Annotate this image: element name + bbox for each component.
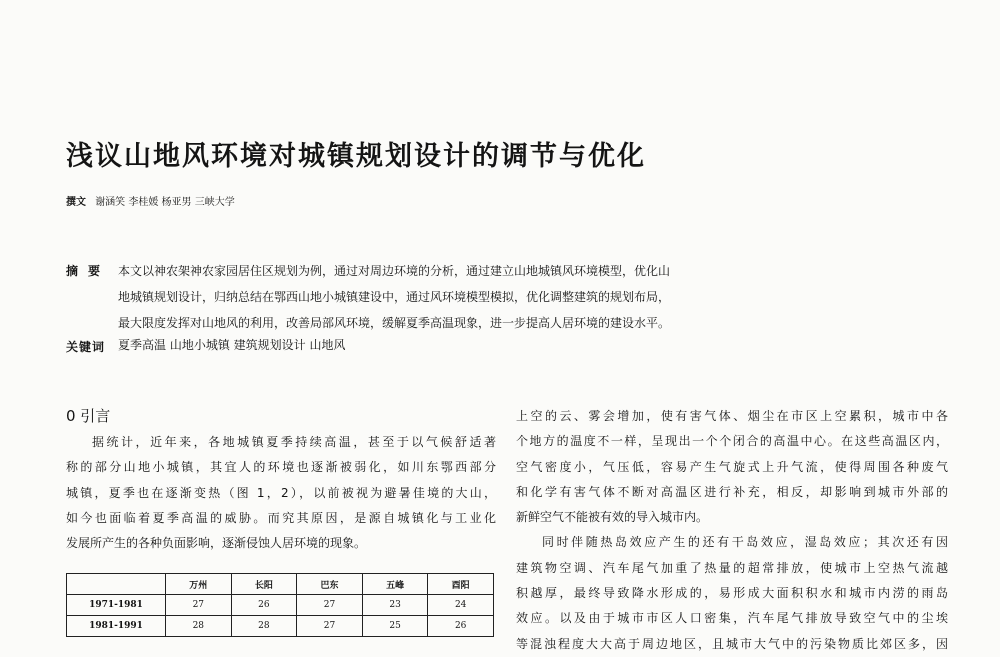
abstract-text xyxy=(118,258,758,336)
body-line: 发展所产生的各种负面影响，逐渐侵蚀人居环境的现象。 xyxy=(66,536,367,551)
section-heading: 0 引言 xyxy=(66,407,111,425)
keywords-label: 关键词 xyxy=(66,340,106,354)
left-column xyxy=(66,430,496,556)
body-line: 效应。以及由于城市市区人口密集，汽车尾气排放导致空气中的尘埃 xyxy=(516,611,948,626)
body-line: 积越厚，最终导致降水形成的，易形成大面积积水和城市内涝的雨岛 xyxy=(516,586,948,601)
body-line: 等混浊程度大大高于周边地区，且城市大气中的污染物质比郊区多，因 xyxy=(516,636,948,651)
table-cell: 27 xyxy=(166,595,232,616)
byline xyxy=(66,193,235,208)
table-header-cell: 万州 xyxy=(166,574,232,595)
table-header-cell xyxy=(67,574,166,595)
table-row xyxy=(67,616,494,637)
body-line: 如今也面临着夏季高温的威胁。而究其原因，是源自城镇化与工业化 xyxy=(66,510,496,525)
body-line: 和化学有害气体不断对高温区进行补充，相反，却影响到城市外部的 xyxy=(516,484,948,499)
body-line: 同时伴随热岛效应产生的还有干岛效应，湿岛效应；其次还有因 xyxy=(542,535,948,550)
table-cell: 27 xyxy=(297,616,363,637)
paper-title: 浅议山地风环境对城镇规划设计的调节与优化 xyxy=(66,141,646,172)
table-row xyxy=(67,595,494,616)
table-cell: 26 xyxy=(231,595,297,616)
table-header-cell: 酉阳 xyxy=(428,574,494,595)
table-header-cell: 五峰 xyxy=(362,574,428,595)
table-cell: 28 xyxy=(231,616,297,637)
abstract-line: 本文以神农架神农家园居住区规划为例，通过对周边环境的分析，通过建立山地城镇风环境模型，优化山 xyxy=(118,264,671,278)
table-cell: 24 xyxy=(428,595,494,616)
abstract-label: 摘要 xyxy=(66,264,111,278)
table-cell: 23 xyxy=(362,595,428,616)
table-header-cell: 巴东 xyxy=(297,574,363,595)
body-line: 个地方的温度不一样，呈现出一个个闭合的高温中心。在这些高温区内， xyxy=(516,434,948,449)
body-line: 城镇，夏季也在逐渐变热（图 1，2），以前被视为避暑佳境的大山， xyxy=(66,485,496,500)
right-column xyxy=(516,404,948,657)
body-line: 上空的云、雾会增加，使有害气体、烟尘在市区上空累积，城市中各 xyxy=(516,409,948,423)
table-header-cell: 长阳 xyxy=(231,574,297,595)
byline-label: 撰文 xyxy=(66,197,86,208)
abstract-line: 地城镇规划设计，归纳总结在鄂西山地小城镇建设中，通过风环境模型模拟，优化调整建筑的规划布局， xyxy=(118,290,671,304)
table-header-row xyxy=(67,574,494,595)
body-line: 建筑物空调、汽车尾气加重了热量的超常排放，使城市上空热气流越 xyxy=(516,560,948,575)
body-line: 称的部分山地小城镇，其宜人的环境也逐渐被弱化，如川东鄂西部分 xyxy=(66,460,496,475)
table-cell: 26 xyxy=(428,616,494,637)
abstract-line: 最大限度发挥对山地风的利用，改善局部风环境，缓解夏季高温现象，进一步提高人居环境的建设水平。 xyxy=(118,316,671,330)
body-line: 新鲜空气不能被有效的导入城市内。 xyxy=(516,510,709,525)
table-cell: 25 xyxy=(362,616,428,637)
table-cell: 28 xyxy=(166,616,232,637)
keywords-text: 夏季高温 山地小城镇 建筑规划设计 山地风 xyxy=(118,338,346,352)
body-line: 据统计，近年来，各地城镇夏季持续高温，甚至于以气候舒适著 xyxy=(92,435,496,449)
table-cell: 27 xyxy=(297,595,363,616)
body-line: 空气密度小，气压低，容易产生气旋式上升气流，使得周围各种废气 xyxy=(516,459,948,474)
table-cell: 1981-1991 xyxy=(67,616,166,637)
author-names: 谢涵笑 李桂媛 杨亚男 三峡大学 xyxy=(95,197,235,208)
temperature-table xyxy=(66,573,494,637)
table-cell: 1971-1981 xyxy=(67,595,166,616)
